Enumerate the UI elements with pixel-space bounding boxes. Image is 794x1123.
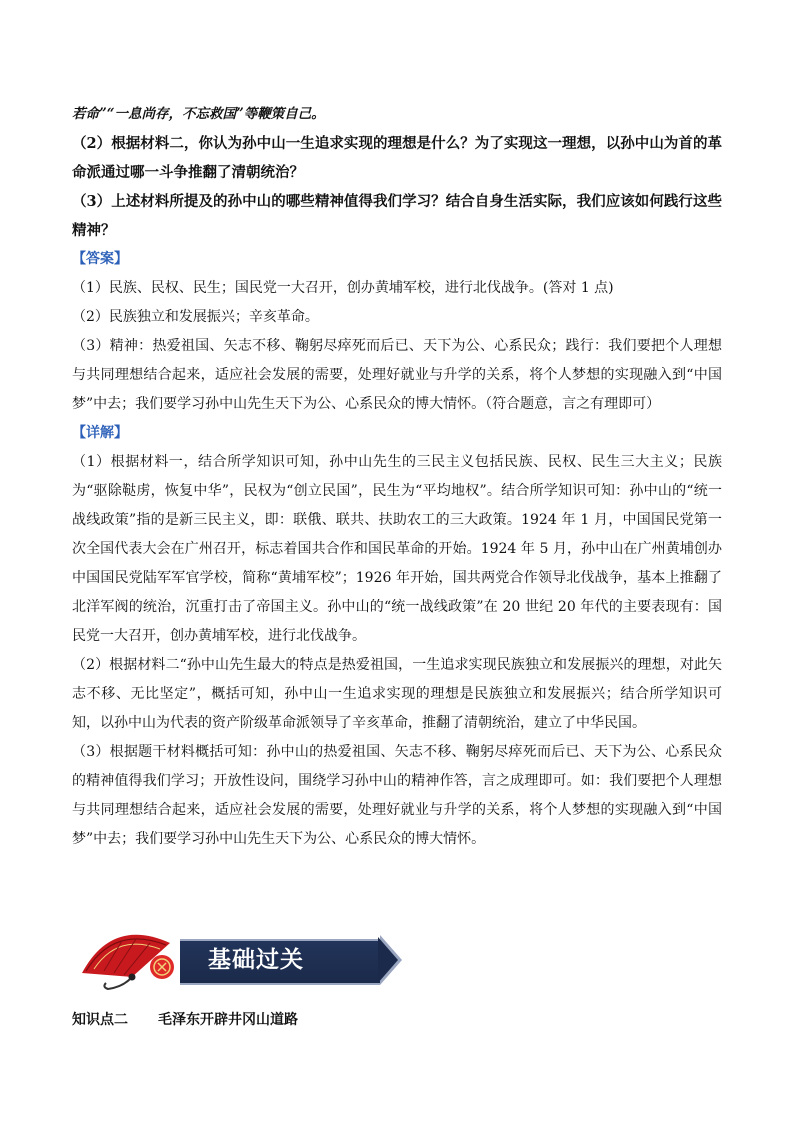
detail-1: （1）根据材料一，结合所学知识可知，孙中山先生的三民主义包括民族、民权、民生三大主义；民族为“驱除鞑虏，恢复中华”，民权为“创立民国”，民生为“平均地权”。结合所学知识可知：孙中山的“统一战线政策”指的是新三民主义，即：联俄、联共、扶助农工的三大政策。1924 年 1 月，中国国民党第一次全国代表大会在广州召开，标志着国共合作和国民革命的开始。1924 年 5 月，孙中山在广州黄埔创办中国国民党陆军军官学校，简称“黄埔军校”；1926 年开始，国共两党合作领导北伐战争，基本上推翻了北洋军阀的统治，沉重打击了帝国主义。孙中山的“统一战线政策”在 20 世纪 20 年代的主要表现有：国民党一大召开，创办黄埔军校，进行北伐战争。: [72, 454, 722, 644]
question-3: （3）上述材料所提及的孙中山的哪些精神值得我们学习？结合自身生活实际，我们应该如何践行这些精神？: [72, 193, 722, 239]
knowledge-point-heading: [72, 1008, 298, 1032]
answer-label: 【答案】: [72, 251, 128, 267]
folding-fan-icon: [72, 925, 192, 995]
detail-2: （2）根据材料二“孙中山先生最大的特点是热爱祖国，一生追求实现民族独立和发展振兴的理想，对此矢志不移、无比坚定”，概括可知，孙中山一生追求实现的理想是民族独立和发展振兴；结合所学知识可知，以孙中山为代表的资产阶级革命派领导了辛亥革命，推翻了清朝统治，建立了中华民国。: [72, 657, 722, 731]
answer-1: （1）民族、民权、民生；国民党一大召开，创办黄埔军校，进行北伐战争。(答对 1 点): [72, 280, 614, 296]
main-content: [72, 100, 722, 854]
continued-line: 若命”“一息尚存，不忘救国”等鞭策自己。: [72, 106, 325, 122]
banner-title: 基础过关: [208, 946, 304, 973]
answer-2: （2）民族独立和发展振兴；辛亥革命。: [72, 309, 319, 325]
question-2: （2）根据材料二，你认为孙中山一生追求实现的理想是什么？为了实现这一理想，以孙中山为首的革命派通过哪一斗争推翻了清朝统治？: [72, 135, 722, 181]
section-banner: [72, 925, 402, 995]
answer-3: （3）精神：热爱祖国、矢志不移、鞠躬尽瘁死而后已、天下为公、心系民众；践行：我们要把个人理想与共同理想结合起来，适应社会发展的需要，处理好就业与升学的关系，将个人梦想的实现融入到“中国梦”中去；我们要学习孙中山先生天下为公、心系民众的博大情怀。（符合题意，言之有理即可）: [72, 338, 722, 412]
knowledge-point-title: 毛泽东开辟井冈山道路: [158, 1012, 298, 1028]
detail-label: 【详解】: [72, 425, 128, 441]
knowledge-point-number: 知识点二: [72, 1012, 128, 1028]
detail-3: （3）根据题干材料概括可知：孙中山的热爱祖国、矢志不移、鞠躬尽瘁死而后已、天下为公、心系民众的精神值得我们学习；开放性设问，围绕学习孙中山的精神作答，言之成理即可。如：我们要把个人理想与共同理想结合起来，适应社会发展的需要，处理好就业与升学的关系，将个人梦想的实现融入到“中国梦”中去；我们要学习孙中山先生天下为公、心系民众的博大情怀。: [72, 744, 722, 847]
